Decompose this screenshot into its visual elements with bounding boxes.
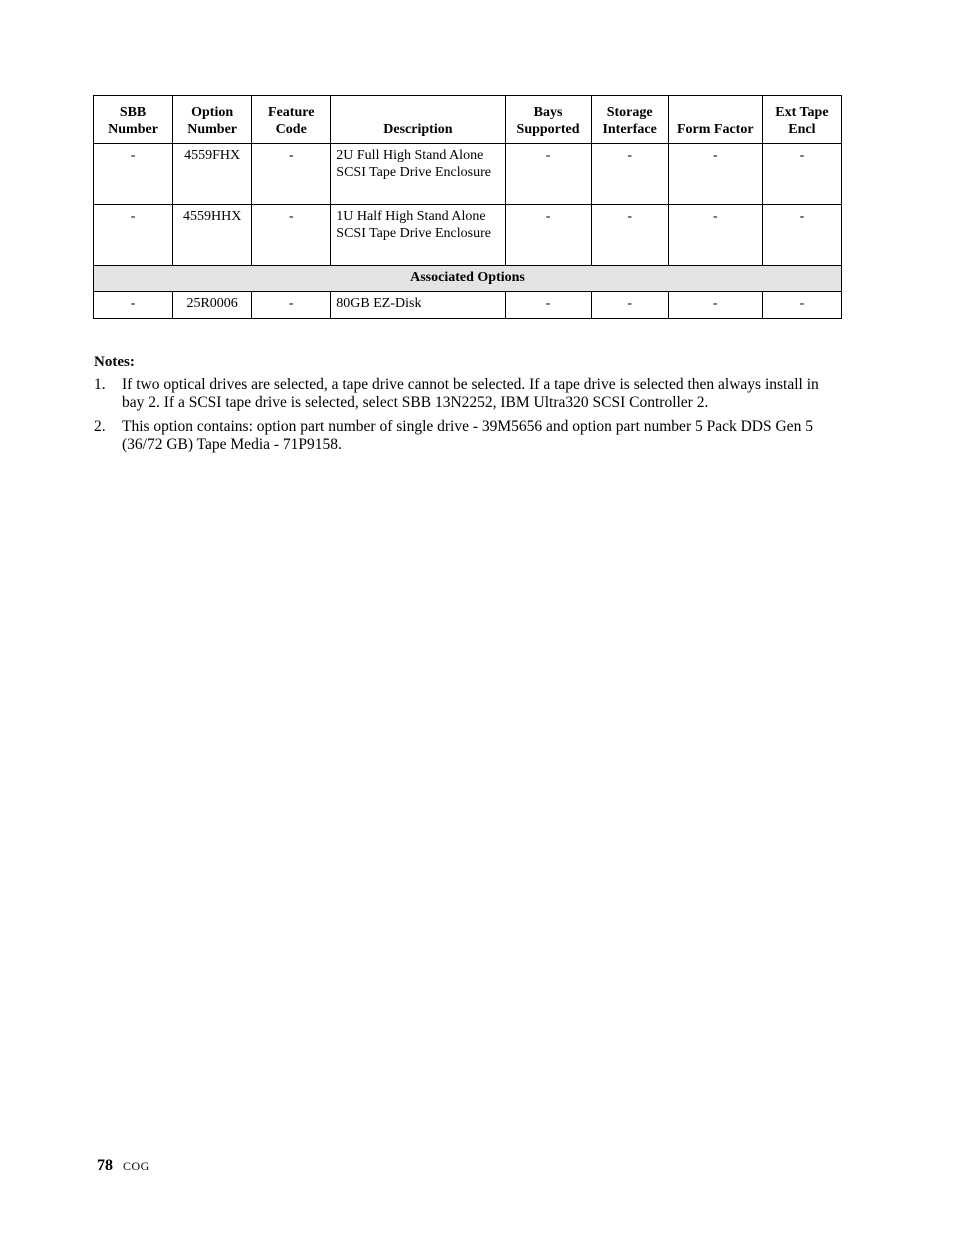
note-number: 1. — [94, 376, 106, 393]
cell-form-factor: - — [668, 292, 762, 319]
note-item — [94, 376, 842, 412]
cell-storage-interface: - — [591, 144, 668, 205]
header-sbb-number: SBB Number — [94, 96, 173, 144]
header-feature-code: Feature Code — [252, 96, 331, 144]
cell-storage-interface: - — [591, 292, 668, 319]
cell-option-number: 25R0006 — [173, 292, 252, 319]
header-bays-supported: Bays Supported — [505, 96, 591, 144]
cell-sbb-number: - — [94, 205, 173, 266]
cell-bays-supported: - — [505, 292, 591, 319]
header-option-number: Option Number — [173, 96, 252, 144]
cell-feature-code: - — [252, 205, 331, 266]
cell-form-factor: - — [668, 144, 762, 205]
table-section-row — [94, 266, 842, 292]
table-header-row — [94, 96, 842, 144]
header-storage-interface: Storage Interface — [591, 96, 668, 144]
cell-description: 1U Half High Stand Alone SCSI Tape Drive Enclosure — [331, 205, 505, 266]
cell-description: 80GB EZ-Disk — [331, 292, 505, 319]
section-label-associated-options: Associated Options — [94, 266, 842, 292]
notes-title: Notes: — [94, 354, 135, 370]
cell-bays-supported: - — [505, 144, 591, 205]
header-ext-tape-encl: Ext Tape Encl — [762, 96, 841, 144]
page-number: 78 — [97, 1157, 113, 1174]
header-description: Description — [331, 96, 505, 144]
cell-sbb-number: - — [94, 292, 173, 319]
cell-ext-tape-encl: - — [762, 205, 841, 266]
cell-option-number: 4559HHX — [173, 205, 252, 266]
document-name: COG — [123, 1159, 150, 1173]
cell-option-number: 4559FHX — [173, 144, 252, 205]
note-text: If two optical drives are selected, a tape drive cannot be selected. If a tape drive is selected then always install in bay 2. If a SCSI tape drive is selected, select SBB 13N2252, IBM Ultra320 SCSI Controller 2. — [122, 376, 819, 411]
options-table — [93, 95, 842, 319]
cell-bays-supported: - — [505, 205, 591, 266]
cell-feature-code: - — [252, 292, 331, 319]
notes-list — [94, 376, 842, 460]
header-form-factor: Form Factor — [668, 96, 762, 144]
cell-ext-tape-encl: - — [762, 292, 841, 319]
cell-form-factor: - — [668, 205, 762, 266]
cell-sbb-number: - — [94, 144, 173, 205]
cell-feature-code: - — [252, 144, 331, 205]
note-item — [94, 418, 842, 454]
page-footer — [97, 1156, 150, 1176]
table-row — [94, 144, 842, 205]
cell-storage-interface: - — [591, 205, 668, 266]
note-number: 2. — [94, 418, 106, 435]
note-text: This option contains: option part number of single drive - 39M5656 and option part number 5 Pack DDS Gen 5 (36/72 GB) Tape Media - 71P9158. — [122, 418, 813, 453]
table-row — [94, 292, 842, 319]
cell-description: 2U Full High Stand Alone SCSI Tape Drive Enclosure — [331, 144, 505, 205]
cell-ext-tape-encl: - — [762, 144, 841, 205]
table-row — [94, 205, 842, 266]
